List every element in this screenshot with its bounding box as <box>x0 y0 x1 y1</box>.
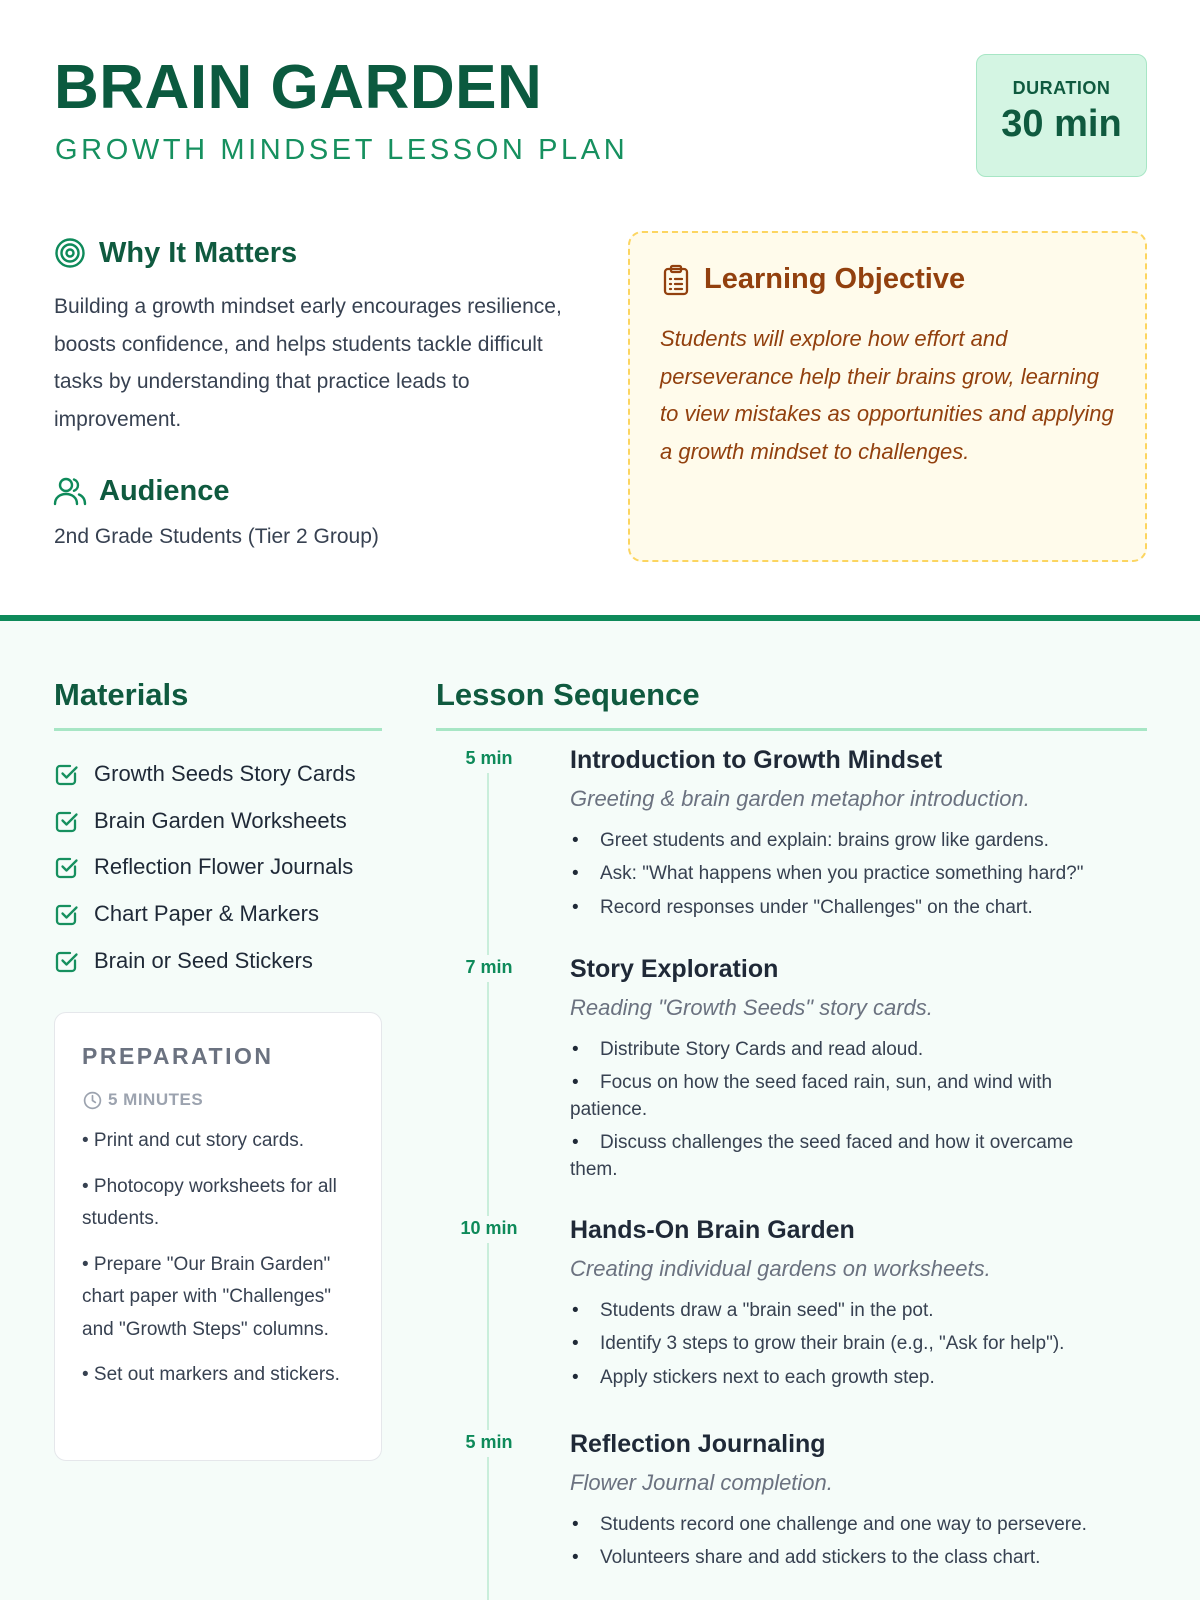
checkbox-icon <box>54 901 80 927</box>
why-title: Why It Matters <box>99 236 298 269</box>
step-bullet: • Students draw a "brain seed" in the pot. <box>570 1298 1125 1325</box>
material-label: Brain Garden Worksheets <box>94 807 347 833</box>
preparation-item: • Photocopy worksheets for all students. <box>82 1175 337 1229</box>
clock-icon <box>82 1090 102 1110</box>
material-label: Growth Seeds Story Cards <box>94 761 356 787</box>
step-bullet: • Greet students and explain: brains grow like gardens. <box>570 828 1125 855</box>
why-body: Building a growth mindset early encourages resilience, boosts confidence, and helps students tackle difficult tasks by understanding that practice leads to improvement. <box>54 295 562 431</box>
preparation-time-label: 5 MINUTES <box>108 1090 204 1109</box>
step-subtitle: Greeting & brain garden metaphor introduction. <box>570 786 1030 811</box>
step-bullet: • Focus on how the seed faced rain, sun, and wind with patience. <box>570 1070 1125 1123</box>
material-label: Reflection Flower Journals <box>94 854 354 880</box>
step-subtitle: Creating individual gardens on worksheets. <box>570 1256 991 1281</box>
preparation-item: • Print and cut story cards. <box>82 1130 305 1151</box>
material-item <box>54 751 356 798</box>
step-bullet: • Discuss challenges the seed faced and how it overcame them. <box>570 1130 1125 1183</box>
learning-objective-card <box>628 231 1147 562</box>
sequence-underline <box>436 728 1147 731</box>
step-title: Introduction to Growth Mindset <box>570 746 943 774</box>
preparation-time <box>82 1090 203 1110</box>
material-item <box>54 937 356 984</box>
step-title: Reflection Journaling <box>570 1430 826 1458</box>
target-icon <box>53 236 87 270</box>
duration-value: 30 min <box>1001 103 1122 145</box>
step-bullet: • Students record one challenge and one way to persevere. <box>570 1512 1125 1539</box>
page-title: BRAIN GARDEN <box>54 53 543 122</box>
users-icon <box>53 474 87 508</box>
preparation-item: • Set out markers and stickers. <box>82 1364 340 1385</box>
step-bullets <box>570 828 1125 928</box>
material-item <box>54 844 356 891</box>
step-bullets <box>570 1037 1125 1190</box>
step-bullet: • Identify 3 steps to grow their brain (e.g., "Ask for help"). <box>570 1331 1125 1358</box>
step-bullet: • Record responses under "Challenges" on the chart. <box>570 895 1125 922</box>
why-heading <box>53 236 297 270</box>
audience-body: 2nd Grade Students (Tier 2 Group) <box>54 525 379 548</box>
step-time-label: 10 min <box>436 1216 542 1243</box>
materials-list <box>54 751 356 984</box>
material-label: Brain or Seed Stickers <box>94 947 313 973</box>
step-bullet: • Volunteers share and add stickers to the class chart. <box>570 1545 1125 1572</box>
sequence-title: Lesson Sequence <box>436 677 700 712</box>
step-time-label: 5 min <box>436 746 542 773</box>
step-bullet: • Ask: "What happens when you practice something hard?" <box>570 861 1125 888</box>
timeline-line <box>487 773 489 1600</box>
checkbox-icon <box>54 761 80 787</box>
objective-title: Learning Objective <box>704 263 966 295</box>
material-label: Chart Paper & Markers <box>94 901 319 927</box>
step-title: Hands-On Brain Garden <box>570 1216 855 1244</box>
preparation-list <box>82 1125 362 1405</box>
checkbox-icon <box>54 948 80 974</box>
materials-underline <box>54 728 382 731</box>
lesson-body <box>0 621 1200 1600</box>
step-subtitle: Flower Journal completion. <box>570 1470 833 1495</box>
duration-label: DURATION <box>1012 78 1111 98</box>
clipboard-icon <box>660 264 692 296</box>
material-item <box>54 798 356 845</box>
preparation-item: • Prepare "Our Brain Garden" chart paper with "Challenges" and "Growth Steps" columns. <box>82 1253 332 1340</box>
material-item <box>54 891 356 938</box>
preparation-title: PREPARATION <box>82 1043 274 1069</box>
duration-badge <box>976 54 1147 177</box>
step-bullets <box>570 1512 1125 1579</box>
step-bullet: • Apply stickers next to each growth step. <box>570 1365 1125 1392</box>
objective-body: Students will explore how effort and perseverance help their brains grow, learning to view mistakes as opportunities and applying a growth mindset to challenges. <box>660 326 1114 464</box>
step-time-label: 5 min <box>436 1430 542 1457</box>
objective-heading <box>660 263 965 296</box>
audience-title: Audience <box>99 474 230 507</box>
page-subtitle: GROWTH MINDSET LESSON PLAN <box>55 134 629 166</box>
audience-heading <box>53 474 230 508</box>
preparation-card <box>54 1012 382 1461</box>
step-time-label: 7 min <box>436 955 542 982</box>
checkbox-icon <box>54 854 80 880</box>
step-bullet: • Distribute Story Cards and read aloud. <box>570 1037 1125 1064</box>
checkbox-icon <box>54 808 80 834</box>
header-section <box>0 0 1200 615</box>
step-subtitle: Reading "Growth Seeds" story cards. <box>570 995 933 1020</box>
step-title: Story Exploration <box>570 955 779 983</box>
step-bullets <box>570 1298 1125 1398</box>
materials-title: Materials <box>54 677 189 712</box>
